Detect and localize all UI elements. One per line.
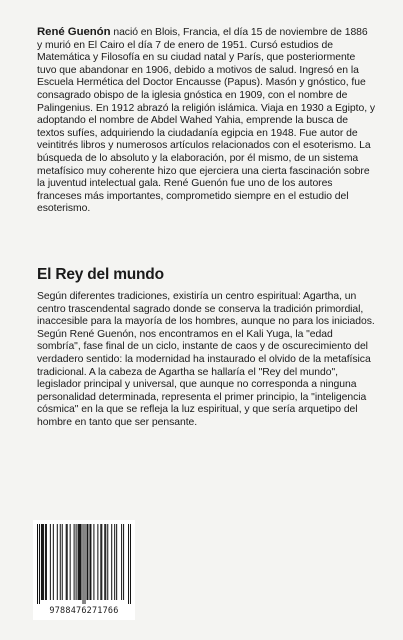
barcode-bar bbox=[46, 524, 47, 600]
barcode-bar bbox=[84, 524, 85, 604]
barcode-bar bbox=[121, 524, 122, 600]
barcode-bar bbox=[66, 524, 67, 600]
barcode-image bbox=[37, 524, 131, 604]
barcode-bar bbox=[60, 524, 61, 600]
barcode-bar bbox=[42, 524, 43, 600]
barcode-bar bbox=[105, 524, 106, 600]
barcode-bar bbox=[90, 524, 91, 600]
barcode-bar bbox=[104, 524, 105, 600]
barcode-bar bbox=[86, 524, 87, 600]
author-biography bbox=[37, 26, 375, 216]
barcode-bar bbox=[83, 524, 84, 604]
barcode-bar bbox=[37, 524, 38, 604]
book-description: Según diferentes tradiciones, existiría un centro espiritual: Agartha, un centro trascendental sagrado donde se conserva la tradición primordial, inaccesible para la mayoría de los hombres, aunque no para los iniciados. Según René Guenón, nos encontramos en el Kali Yuga, la "edad sombría", fase final de un ciclo, instante de caos y de oscurecimiento del verdadero sentido: la modernidad ha instaurado el olvido de la metafísica tradicional. A la cabeza de Agartha se hallaría el "Rey del mundo", legislador principal y universal, que aunque no corresponda a ninguna personalidad determinada, representa el primer principio, la "inteligencia cósmica" en la que se refleja la luz espiritual, y que sería arquetipo del hombre en tanto que ser pensante. bbox=[37, 291, 375, 428]
barcode-bar bbox=[111, 524, 112, 600]
barcode-bar bbox=[74, 524, 75, 600]
barcode-bar bbox=[57, 524, 58, 600]
barcode-bar bbox=[67, 524, 68, 600]
barcode-bar bbox=[53, 524, 54, 600]
barcode-bar bbox=[39, 524, 40, 604]
barcode-bar bbox=[43, 524, 44, 600]
barcode-bar bbox=[45, 524, 46, 600]
barcode-bar bbox=[97, 524, 98, 600]
barcode-bar bbox=[100, 524, 101, 600]
barcode-bar bbox=[80, 524, 81, 600]
barcode-bar bbox=[78, 524, 79, 600]
barcode-bar bbox=[70, 524, 71, 600]
barcode-bar bbox=[81, 524, 82, 600]
barcode-bar bbox=[76, 524, 77, 600]
barcode-bar bbox=[93, 524, 94, 600]
book-title: El Rey del mundo bbox=[37, 266, 164, 283]
barcode-bar bbox=[41, 524, 42, 600]
barcode-bar bbox=[79, 524, 80, 600]
author-name: René Guenón bbox=[37, 26, 111, 38]
barcode-bar bbox=[107, 524, 108, 600]
biography-text: nació en Blois, Francia, el día 15 de noviembre de 1886 y murió en El Cairo el día 7 de enero de 1951. Cursó estudios de Matemática y Filosofía en su ciudad natal y París, que posteriormente tuvo que abandonar en 1906, debido a motivos de salud. Ingresó en la Escuela Hermética del Doctor Encausse (Papus). Masón y gnóstico, fue consagrado obispo de la iglesia gnóstica en 1909, con el nombre de Palingenius. En 1912 abrazó la religión islámica. Viaja en 1930 a Egipto, y adoptando el nombre de Abdel Wahed Yahia, emprende la busca de textos sufíes, adquiriendo la ciudadanía egipcia en 1948. Fue autor de veintitrés libros y numerosos artículos relacionados con el esoterismo. La búsqueda de lo absoluto y la elaboración, por él mismo, de un sistema metafísico muy coherente hizo que ejerciera una cierta fascinación sobre la juventud intelectual gala. René Guenón fue uno de los autores franceses más importantes, comprometido siempre en el estudio del esoterismo. bbox=[37, 27, 376, 215]
barcode-bar bbox=[87, 524, 88, 600]
barcode-bar bbox=[123, 524, 124, 600]
isbn-number: 9788476271766 bbox=[49, 606, 119, 616]
barcode-bar bbox=[116, 524, 117, 600]
barcode-bar bbox=[130, 524, 131, 604]
barcode-label bbox=[33, 520, 135, 620]
barcode-bar bbox=[89, 524, 90, 600]
barcode-bar bbox=[114, 524, 115, 600]
barcode-bar bbox=[50, 524, 51, 600]
barcode-bar bbox=[101, 524, 102, 600]
barcode-bar bbox=[62, 524, 63, 600]
barcode-bar bbox=[128, 524, 129, 604]
